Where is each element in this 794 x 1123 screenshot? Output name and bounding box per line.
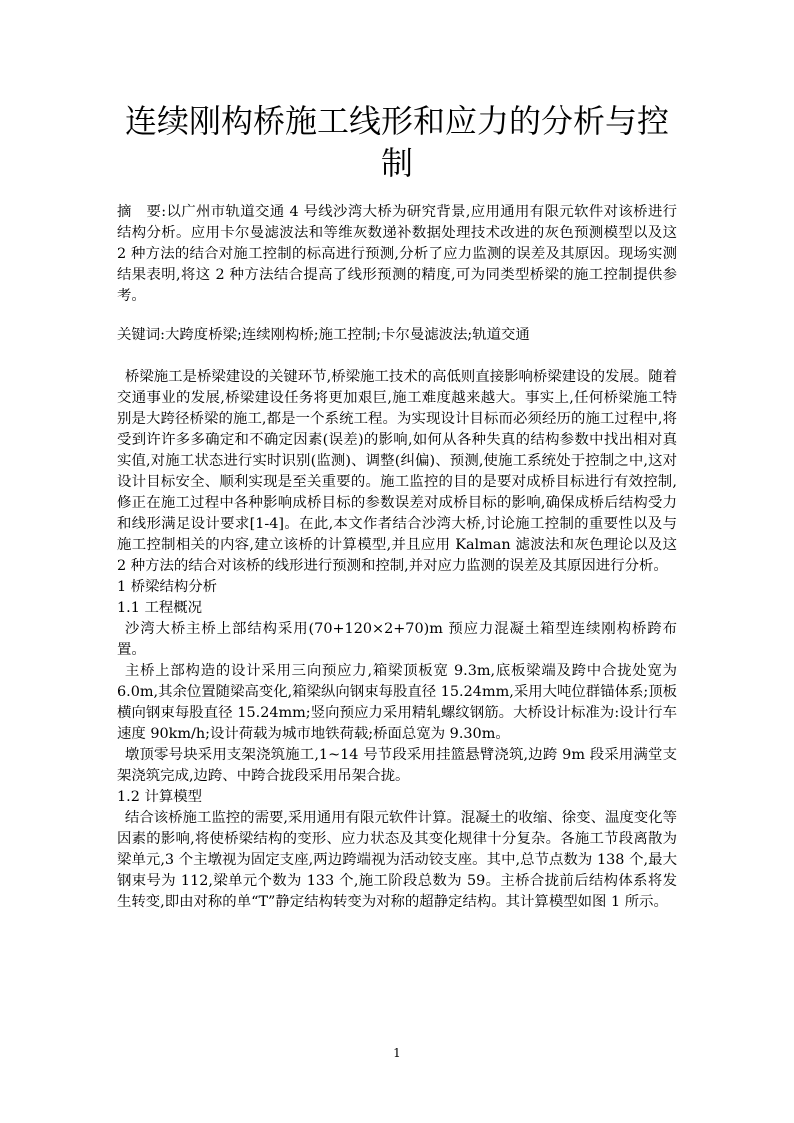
body-text [117,367,677,913]
paragraph-overview-2: 主桥上部构造的设计采用三向预应力,箱梁顶板宽 9.3m,底板梁端及跨中合拢处宽为 6.0m,其余位置随梁高变化,箱梁纵向钢束每股直径 15.24mm,采用大吨位群锚体系;顶板横向钢束每股直径 15.24mm;竖向预应力采用精轧螺纹钢筋。大桥设计标准为:设计行车速度 90km/h;设计荷载为城市地铁荷载;桥面总宽为 9.30m。 [117,663,677,742]
paper-title: 连续刚构桥施工线形和应力的分析与控制 [124,102,669,182]
section-heading-1-2: 1.2 计算模型 [117,789,203,805]
abstract [117,202,677,307]
abstract-text: 摘 要:以广州市轨道交通 4 号线沙湾大桥为研究背景,应用通用有限元软件对该桥进行结构分析。应用卡尔曼滤波法和等维灰数递补数据处理技术改进的灰色预测模型以及这 2 种方法的结合对施工控制的标高进行预测,分析了应力监测的误差及其原因。现场实测结果表明,将这 2 种方法结合提高了线形预测的精度,可为同类型桥梁的施工控制提供参考。 [117,204,677,304]
section-heading-1-1: 1.1 工程概况 [117,600,203,616]
section-heading-1: 1 桥梁结构分析 [117,579,218,595]
page-number: 1 [393,1046,401,1060]
keywords-text: 关键词:大跨度桥梁;连续刚构桥;施工控制;卡尔曼滤波法;轨道交通 [117,327,530,343]
paragraph-overview-1: 沙湾大桥主桥上部结构采用(70+120×2+70)m 预应力混凝土箱型连续刚构桥跨布置。 [117,621,677,658]
keywords [117,325,677,346]
intro-paragraph: 桥梁施工是桥梁建设的关键环节,桥梁施工技术的高低则直接影响桥梁建设的发展。随着交通事业的发展,桥梁建设任务将更加艰巨,施工难度越来越大。事实上,任何桥梁施工特别是大跨径桥梁的施工,都是一个系统工程。为实现设计目标而必须经历的施工过程中,将受到许许多多确定和不确定因素(误差)的影响,如何从各种失真的结构参数中找出相对真实值,对施工状态进行实时识别(监测)、调整(纠偏)、预测,使施工系统处于控制之中,这对设计目标安全、顺利实现是至关重要的。施工监控的目的是要对成桥目标进行有效控制,修正在施工过程中各种影响成桥目标的参数误差对成桥目标的影响,确保成桥后结构受力和线形满足设计要求[1-4]。在此,本文作者结合沙湾大桥,讨论施工控制的重要性以及与施工控制相关的内容,建立该桥的计算模型,并且应用 Kalman 滤波法和灰色理论以及这 2 种方法的结合对该桥的线形进行预测和控制,并对应力监测的误差及其原因进行分析。 [117,369,677,574]
paragraph-overview-3: 墩顶零号块采用支架浇筑施工,1~14 号节段采用挂篮悬臂浇筑,边跨 9m 段采用满堂支架浇筑完成,边跨、中跨合拢段采用吊架合拢。 [117,747,677,784]
paragraph-model: 结合该桥施工监控的需要,采用通用有限元软件计算。混凝土的收缩、徐变、温度变化等因素的影响,将使桥梁结构的变形、应力状态及其变化规律十分复杂。各施工节段离散为梁单元,3 个主墩视为固定支座,两边跨端视为活动铰支座。其中,总节点数为 138 个,最大钢束号为 112,梁单元个数为 133 个,施工阶段总数为 59。主桥合拢前后结构体系将发生转变,即由对称的单“T”静定结构转变为对称的超静定结构。其计算模型如图 1 所示。 [117,810,677,910]
